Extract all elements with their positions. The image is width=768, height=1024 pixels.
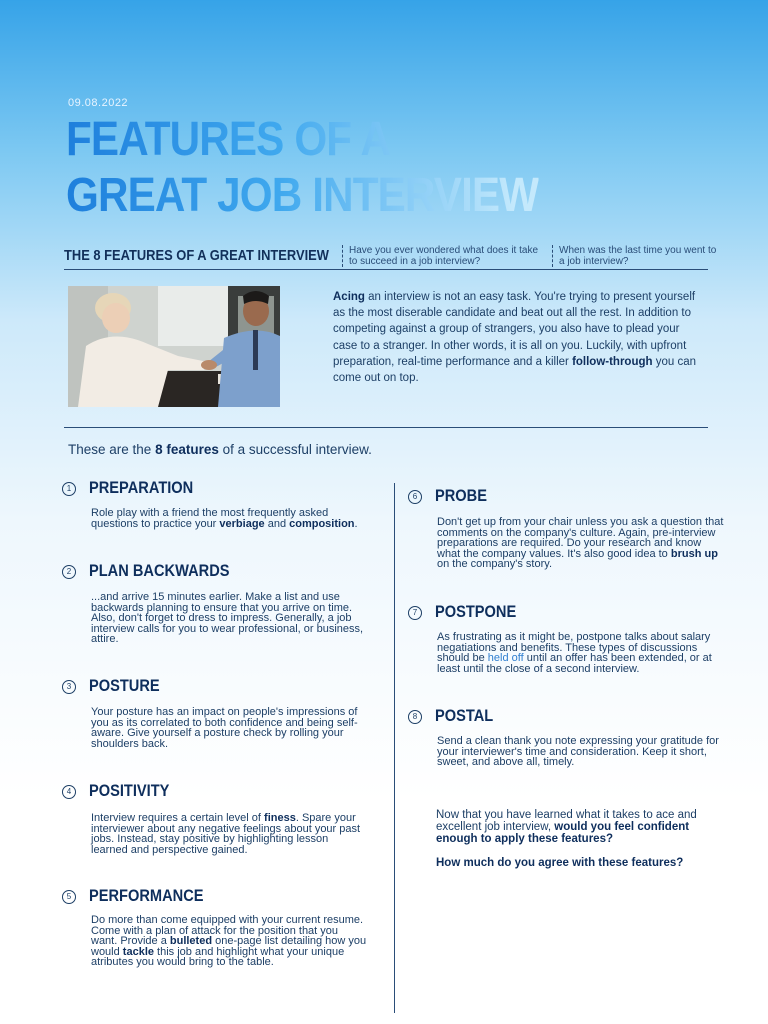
closing-bold: would you feel confident enough to apply these features? (436, 821, 690, 845)
feature-title: PLAN BACKWARDS (89, 561, 230, 580)
text: this job and highlight what your unique atributes you would bring to the table. (91, 945, 345, 968)
text: Interview requires a certain level of (91, 812, 265, 824)
lead-bold: 8 features (155, 442, 219, 457)
number-badge: 3 (62, 680, 76, 694)
feature-body (437, 517, 727, 570)
feature-title: PROBE (435, 486, 488, 505)
lead-line (68, 442, 372, 457)
divider (64, 427, 708, 428)
feature-title: POSTPONE (435, 602, 517, 621)
date: 09.08.2022 (68, 97, 129, 109)
handshake-illustration (68, 286, 280, 407)
text: on the company's story. (437, 558, 553, 570)
number-badge: 1 (62, 482, 76, 496)
feature-title: PERFORMANCE (89, 886, 204, 905)
text: Do more than come equipped with your current resume. Come with a plan of attack for the position that you want. Provide a (91, 914, 364, 947)
text: Don't get up from your chair unless you ask a question that comments on the company's culture. Again, pre-interview preparations are required. Do your research and know what the company values. It's also good idea to (437, 516, 724, 560)
number-badge: 4 (62, 785, 76, 799)
text: until an offer has been extended, or at least until the close of a second interview. (437, 652, 712, 675)
bold-text: tackle (122, 945, 154, 958)
subheader-row (64, 243, 717, 270)
column-divider (394, 483, 395, 1013)
number-badge: 8 (408, 710, 422, 724)
bold-text: verbiage (219, 517, 265, 530)
intro-text-2: you can come out on top. (333, 355, 697, 385)
closing-question-text: How much do you agree with these features? (436, 857, 684, 869)
intro-paragraph (333, 289, 705, 386)
feature-title: POSTURE (89, 676, 160, 695)
feature-body (91, 915, 367, 968)
bold-text: bulleted (169, 935, 213, 947)
subheader-heading: THE 8 FEATURES OF A GREAT INTERVIEW (64, 247, 329, 264)
feature-title: POSITIVITY (89, 781, 170, 800)
number-badge: 2 (62, 565, 76, 579)
page-title (66, 112, 538, 224)
text: one-page list detailing how you would (91, 935, 367, 958)
feature-body (437, 632, 722, 674)
intro-text-1: an interview is not an easy task. You're trying to present yourself as the most diserable candidate and beat out all the rest. In addition to competing against a group of strangers, you also have to plead your case to a stranger. In other words, it is all on you. Luckily, with upfront preparation, real-time performance and a killer (333, 291, 696, 368)
closing-block (436, 809, 726, 881)
number-badge: 6 (408, 490, 422, 504)
bold-text: finess (264, 812, 296, 824)
feature-body: Your posture has an impact on people's impressions of you as its correlated to both confidence and being self-aware. Give yourself a posture check by rolling your shoulders back. (91, 706, 358, 750)
bold-text: composition (289, 517, 355, 530)
closing-question (436, 857, 726, 869)
feature-title: PREPARATION (89, 478, 194, 497)
intro-bold-mid: follow-through (572, 355, 653, 368)
feature-body: ...and arrive 15 minutes earlier. Make a list and use backwards planning to ensure that you arrive on time. Also, don't forget to dress to impress. Generally, a job interview calls for you to wear professional, or business, attire. (91, 591, 364, 645)
closing-paragraph (436, 809, 726, 845)
bold-text: brush up (670, 547, 718, 560)
intro-bold-start: Acing (333, 291, 365, 303)
text: . Spare your interviewer about any negative feelings about your past jobs. Instead, stay positive by highlighting lesson learned and perspective gained. (91, 812, 361, 856)
title-line-2: GREAT JOB INTERVIEW (66, 169, 539, 222)
lead-post: of a successful interview. (218, 442, 372, 457)
lead-pre: These are the (68, 442, 156, 457)
title-line-1: FEATURES OF A (66, 113, 391, 166)
closing-pre: Now that you have learned what it takes to ace and excellent job interview, (436, 809, 697, 833)
feature-body: Send a clean thank you note expressing your gratitude for your interviewer's time and consideration. Keep it short, sweet, and above all, timely. (437, 735, 719, 768)
feature-body (91, 813, 367, 855)
bold-text: held off (487, 652, 524, 664)
text: . (354, 517, 358, 530)
subheader-question-2: When was the last time you went to a job interview? (552, 245, 717, 267)
handshake-photo (68, 286, 280, 407)
subheader-question-1: Have you ever wondered what does it take to succeed in a job interview? (342, 245, 549, 267)
text: As frustrating as it might be, postpone talks about salary negatiations and benefits. These types of discussions should be (437, 631, 711, 664)
number-badge: 5 (62, 890, 76, 904)
text: Role play with a friend the most frequently asked questions to practice your (91, 507, 329, 530)
feature-body (91, 508, 367, 529)
text: and (264, 517, 290, 530)
feature-title: POSTAL (435, 706, 494, 725)
number-badge: 7 (408, 606, 422, 620)
